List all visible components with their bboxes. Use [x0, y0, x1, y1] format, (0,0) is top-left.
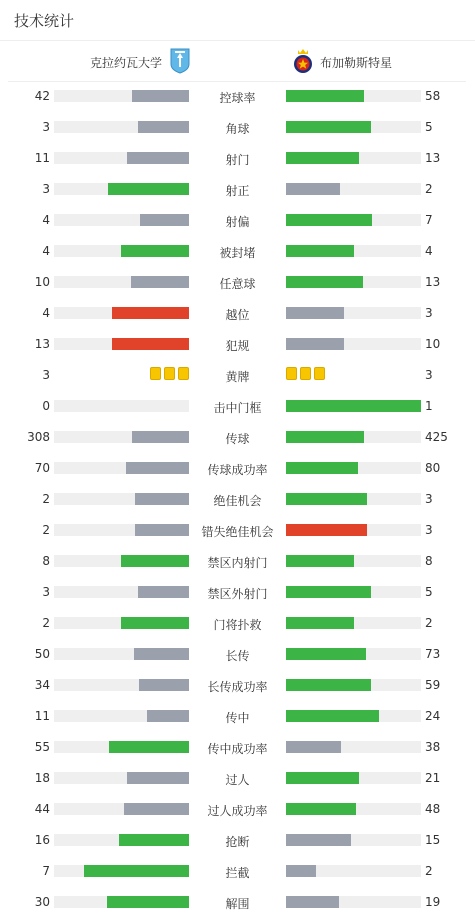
home-bar-track [54, 152, 189, 164]
yellow-card-icon [300, 367, 311, 380]
home-bar-fill [140, 214, 189, 226]
stat-label: 黄牌 [225, 370, 250, 384]
home-bar-fill [131, 276, 189, 288]
away-yellow-cards [286, 367, 325, 380]
home-bar-track [54, 431, 189, 443]
stat-row [0, 397, 475, 417]
away-value: 10 [425, 337, 441, 351]
stat-row [0, 583, 475, 603]
home-value: 55 [34, 740, 50, 754]
yellow-card-icon [286, 367, 297, 380]
away-value: 24 [425, 709, 441, 723]
away-bar-fill [286, 555, 354, 567]
stat-row [0, 490, 475, 510]
away-value: 2 [425, 182, 433, 196]
away-bar-track [286, 803, 421, 815]
home-bar-fill [121, 245, 189, 257]
away-bar-fill [286, 90, 364, 102]
away-bar-track [286, 648, 421, 660]
away-bar-fill [286, 121, 371, 133]
away-bar-fill [286, 431, 364, 443]
stat-row [0, 738, 475, 758]
away-bar-track [286, 214, 421, 226]
home-bar-fill [112, 338, 189, 350]
stat-row [0, 118, 475, 138]
home-bar-track [54, 276, 189, 288]
away-bar-fill [286, 307, 344, 319]
stat-label: 射正 [225, 184, 250, 198]
home-value: 44 [34, 802, 50, 816]
home-value: 16 [34, 833, 50, 847]
away-bar-fill [286, 276, 363, 288]
away-value: 58 [425, 89, 441, 103]
away-bar-track [286, 679, 421, 691]
home-bar-track [54, 679, 189, 691]
home-bar-track [54, 90, 189, 102]
home-bar-fill [108, 183, 189, 195]
home-bar-fill [134, 648, 189, 660]
away-value: 2 [425, 616, 433, 630]
away-value: 38 [425, 740, 441, 754]
home-bar-track [54, 896, 189, 908]
stat-label: 被封堵 [219, 246, 256, 260]
stat-row [0, 645, 475, 665]
away-bar-fill [286, 245, 354, 257]
home-value: 2 [42, 616, 50, 630]
away-value: 19 [425, 895, 441, 909]
away-bar-track [286, 183, 421, 195]
stat-row [0, 273, 475, 293]
home-bar-fill [132, 90, 189, 102]
stat-row [0, 304, 475, 324]
home-yellow-cards [150, 367, 189, 380]
stat-label: 绝佳机会 [213, 494, 262, 508]
away-value: 3 [425, 368, 433, 382]
away-bar-fill [286, 679, 371, 691]
away-bar-track [286, 772, 421, 784]
yellow-card-icon [164, 367, 175, 380]
home-bar-fill [138, 121, 189, 133]
stat-row [0, 521, 475, 541]
stat-label: 过人 [225, 773, 250, 787]
away-value: 48 [425, 802, 441, 816]
home-bar-track [54, 555, 189, 567]
fcsb-logo-icon [292, 48, 314, 77]
stat-label: 长传 [225, 649, 250, 663]
away-bar-fill [286, 772, 359, 784]
away-bar-track [286, 121, 421, 133]
yellow-card-icon [150, 367, 161, 380]
stat-label: 禁区内射门 [207, 556, 268, 570]
home-bar-fill [119, 834, 189, 846]
home-value: 30 [34, 895, 50, 909]
away-bar-track [286, 896, 421, 908]
home-value: 2 [42, 523, 50, 537]
home-bar-fill [147, 710, 189, 722]
away-bar-fill [286, 152, 359, 164]
stat-label: 传球成功率 [207, 463, 268, 477]
away-bar-fill [286, 617, 354, 629]
away-bar-track [286, 462, 421, 474]
away-value: 5 [425, 585, 433, 599]
away-bar-fill [286, 462, 358, 474]
home-bar-track [54, 245, 189, 257]
stat-row [0, 335, 475, 355]
away-value: 21 [425, 771, 441, 785]
stat-row [0, 428, 475, 448]
stat-row [0, 87, 475, 107]
away-value: 3 [425, 492, 433, 506]
home-bar-fill [124, 803, 189, 815]
home-bar-track [54, 710, 189, 722]
away-bar-fill [286, 586, 371, 598]
away-bar-track [286, 90, 421, 102]
away-value: 3 [425, 306, 433, 320]
stat-row [0, 769, 475, 789]
stat-label: 解围 [225, 897, 250, 911]
home-value: 50 [34, 647, 50, 661]
away-bar-fill [286, 338, 344, 350]
home-bar-track [54, 741, 189, 753]
away-bar-fill [286, 493, 367, 505]
stat-label: 过人成功率 [207, 804, 268, 818]
home-bar-fill [127, 152, 189, 164]
home-value: 3 [42, 120, 50, 134]
home-bar-fill [138, 586, 189, 598]
home-value: 0 [42, 399, 50, 413]
home-bar-fill [84, 865, 189, 877]
home-bar-track [54, 772, 189, 784]
away-bar-track [286, 245, 421, 257]
home-value: 3 [42, 368, 50, 382]
home-value: 3 [42, 585, 50, 599]
home-bar-fill [139, 679, 189, 691]
home-value: 4 [42, 244, 50, 258]
home-bar-track [54, 121, 189, 133]
home-bar-fill [135, 524, 189, 536]
stat-row [0, 149, 475, 169]
away-team-name: 布加勒斯特星 [320, 55, 393, 70]
away-bar-track [286, 834, 421, 846]
away-bar-fill [286, 834, 351, 846]
away-value: 1 [425, 399, 433, 413]
stat-row [0, 180, 475, 200]
away-value: 8 [425, 554, 433, 568]
home-bar-track [54, 865, 189, 877]
away-value: 13 [425, 151, 441, 165]
stat-row [0, 614, 475, 634]
home-value: 10 [34, 275, 50, 289]
away-bar-fill [286, 803, 356, 815]
away-value: 2 [425, 864, 433, 878]
yellow-card-icon [314, 367, 325, 380]
away-bar-track [286, 307, 421, 319]
away-value: 13 [425, 275, 441, 289]
away-bar-track [286, 617, 421, 629]
away-bar-track [286, 152, 421, 164]
home-value: 34 [34, 678, 50, 692]
home-value: 2 [42, 492, 50, 506]
stat-row [0, 800, 475, 820]
away-bar-fill [286, 214, 372, 226]
away-value: 59 [425, 678, 441, 692]
stat-label: 击中门框 [213, 401, 262, 415]
home-bar-fill [132, 431, 189, 443]
away-bar-track [286, 710, 421, 722]
home-bar-fill [121, 617, 189, 629]
yellow-card-icon [178, 367, 189, 380]
stat-label: 传中成功率 [207, 742, 268, 756]
stat-row [0, 831, 475, 851]
home-team[interactable] [90, 50, 190, 74]
stat-label: 错失绝佳机会 [201, 525, 274, 539]
away-bar-track [286, 586, 421, 598]
away-value: 4 [425, 244, 433, 258]
away-bar-fill [286, 865, 316, 877]
away-bar-track [286, 493, 421, 505]
home-bar-fill [112, 307, 189, 319]
home-bar-fill [127, 772, 189, 784]
away-value: 80 [425, 461, 441, 475]
away-value: 425 [425, 430, 448, 444]
home-value: 4 [42, 306, 50, 320]
away-value: 5 [425, 120, 433, 134]
away-value: 7 [425, 213, 433, 227]
stat-label: 抢断 [225, 835, 250, 849]
home-bar-track [54, 803, 189, 815]
home-bar-track [54, 462, 189, 474]
home-bar-fill [109, 741, 189, 753]
away-bar-fill [286, 648, 366, 660]
stat-label: 控球率 [219, 91, 256, 105]
home-value: 18 [34, 771, 50, 785]
stat-label: 禁区外射门 [207, 587, 268, 601]
away-value: 15 [425, 833, 441, 847]
title-divider [0, 40, 475, 41]
home-bar-track [54, 617, 189, 629]
home-value: 13 [34, 337, 50, 351]
away-bar-fill [286, 896, 339, 908]
home-value: 7 [42, 864, 50, 878]
home-value: 11 [34, 709, 50, 723]
away-bar-track [286, 276, 421, 288]
universitatea-craiova-logo-icon [170, 48, 190, 77]
home-value: 11 [34, 151, 50, 165]
home-bar-track [54, 648, 189, 660]
away-bar-fill [286, 524, 367, 536]
stat-label: 门将扑救 [213, 618, 262, 632]
stat-label: 任意球 [219, 277, 256, 291]
header-divider [8, 81, 466, 82]
away-value: 73 [425, 647, 441, 661]
stat-label: 角球 [225, 122, 250, 136]
home-bar-track [54, 834, 189, 846]
stat-label: 越位 [225, 308, 250, 322]
home-value: 8 [42, 554, 50, 568]
stat-row [0, 211, 475, 231]
home-bar-track [54, 183, 189, 195]
home-team-name: 克拉约瓦大学 [90, 55, 163, 70]
away-bar-track [286, 431, 421, 443]
away-bar-fill [286, 710, 379, 722]
stat-label: 长传成功率 [207, 680, 268, 694]
away-bar-fill [286, 741, 341, 753]
home-value: 42 [34, 89, 50, 103]
stat-row [0, 707, 475, 727]
stat-label: 拦截 [225, 866, 250, 880]
home-value: 4 [42, 213, 50, 227]
away-bar-track [286, 865, 421, 877]
home-bar-track [54, 493, 189, 505]
home-bar-fill [121, 555, 189, 567]
away-bar-fill [286, 400, 421, 412]
away-team[interactable] [292, 50, 392, 74]
away-value: 3 [425, 523, 433, 537]
away-bar-track [286, 741, 421, 753]
home-bar-track [54, 586, 189, 598]
stat-row [0, 893, 475, 913]
home-bar-track [54, 307, 189, 319]
stat-row [0, 459, 475, 479]
away-bar-fill [286, 183, 340, 195]
home-bar-track [54, 400, 189, 412]
home-bar-fill [107, 896, 189, 908]
section-title: 技术统计 [14, 12, 75, 30]
stat-label: 射门 [225, 153, 250, 167]
away-bar-track [286, 400, 421, 412]
stat-label: 犯规 [225, 339, 250, 353]
away-bar-track [286, 338, 421, 350]
stat-row [0, 676, 475, 696]
home-value: 308 [27, 430, 50, 444]
stat-row [0, 366, 475, 386]
home-value: 3 [42, 182, 50, 196]
stat-label: 传球 [225, 432, 250, 446]
home-bar-fill [126, 462, 189, 474]
stat-row [0, 862, 475, 882]
stat-label: 射偏 [225, 215, 250, 229]
away-bar-track [286, 524, 421, 536]
home-bar-track [54, 524, 189, 536]
stat-row [0, 552, 475, 572]
stat-label: 传中 [225, 711, 250, 725]
home-value: 70 [34, 461, 50, 475]
away-bar-track [286, 555, 421, 567]
stat-row [0, 242, 475, 262]
home-bar-track [54, 338, 189, 350]
home-bar-fill [135, 493, 189, 505]
home-bar-track [54, 214, 189, 226]
